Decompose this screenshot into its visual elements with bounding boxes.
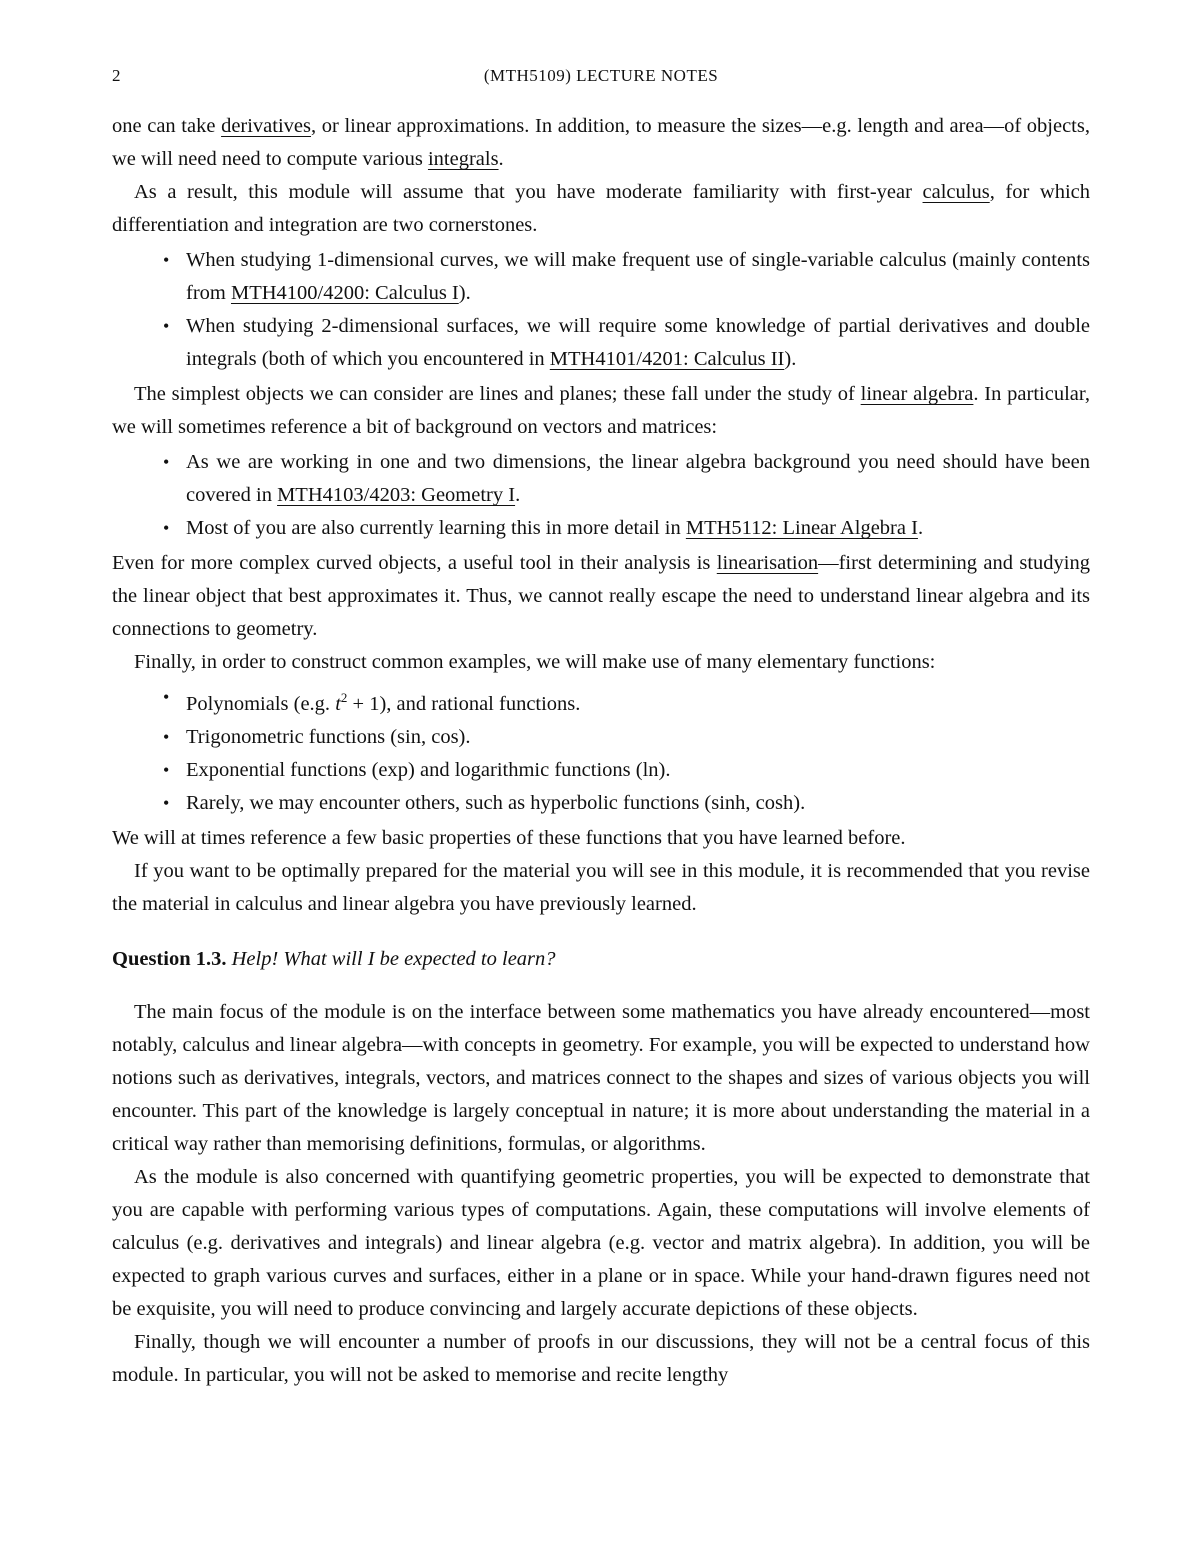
list-item: • Rarely, we may encounter others, such as hyperbolic functions (sinh, cosh).	[186, 787, 1090, 820]
page-body	[112, 110, 1090, 1392]
link-integrals[interactable]: integrals	[427, 148, 499, 170]
link-calculus-i[interactable]: MTH4100/4200: Calculus I	[230, 282, 459, 304]
math-variable: t	[335, 692, 341, 715]
list-item: • Trigonometric functions (sin, cos).	[186, 721, 1090, 754]
page-header	[112, 66, 1090, 90]
running-title: (MTH5109) LECTURE NOTES	[483, 66, 719, 85]
link-linearisation[interactable]: linearisation	[716, 552, 819, 574]
question-heading	[112, 943, 1090, 976]
paragraph: Finally, though we will encounter a number of proofs in our discussions, they will not be a central focus of this module. In particular, you will not be asked to memorise and recite lengthy	[112, 1330, 1090, 1386]
paragraph: As the module is also concerned with quantifying geometric properties, you will be expected to demonstrate that you are capable with performing various types of computations. Again, these computations will involve elements of calculus (e.g. derivatives and integrals) and linear algebra (e.g. vector and matrix algebra). In addition, you will be expected to graph various curves and surfaces, either in a plane or in space. While your hand-drawn figures need not be exquisite, you will need to produce convincing and largely accurate depictions of these objects.	[112, 1165, 1090, 1320]
paragraph: Finally, in order to construct common examples, we will make use of many elementary functions:	[134, 651, 936, 673]
link-derivatives[interactable]: derivatives	[221, 115, 312, 137]
link-calculus-ii[interactable]: MTH4101/4201: Calculus II	[549, 348, 785, 370]
paragraph: If you want to be optimally prepared for the material you will see in this module, it is recommended that you revise the material in calculus and linear algebra you have previously learned.	[112, 859, 1090, 915]
paragraph: The main focus of the module is on the interface between some mathematics you have already encountered—most notably, calculus and linear algebra—with concepts in geometry. For example, you will be expected to understand how notions such as derivatives, integrals, vectors, and matrices connect to the shapes and sizes of various objects you will encounter. This part of the knowledge is largely conceptual in nature; it is more about understanding the material in a critical way rather than memorising definitions, formulas, or algorithms.	[112, 1000, 1090, 1155]
math-exponent: 2	[340, 690, 348, 705]
page-number: 2	[112, 66, 121, 85]
link-linear-algebra[interactable]: linear algebra	[860, 383, 974, 405]
bullet-list	[112, 681, 1090, 820]
link-geometry-i[interactable]: MTH4103/4203: Geometry I	[277, 484, 516, 506]
paragraph: We will at times reference a few basic properties of these functions that you have learned before.	[112, 826, 906, 849]
list-item: • When studying 2-dimensional surfaces, we will require some knowledge of partial derivatives and double integrals (both of which you encountered in MTH4101/4201: Calculus II).	[186, 310, 1090, 376]
paragraph: Even for more complex curved objects, a useful tool in their analysis is linearisation—first determining and studying the linear object that best approximates it. Thus, we cannot really escape the need to understand linear algebra and its connections to geometry.	[112, 552, 1090, 640]
question-label: Question 1.3.	[112, 947, 227, 970]
paragraph: The simplest objects we can consider are lines and planes; these fall under the study of linear algebra. In particular, we will sometimes reference a bit of background on vectors and matrices:	[112, 383, 1091, 438]
link-linear-algebra-i[interactable]: MTH5112: Linear Algebra I	[685, 517, 918, 539]
list-item: • Exponential functions (exp) and logarithmic functions (ln).	[186, 754, 1090, 787]
list-item: • When studying 1-dimensional curves, we will make frequent use of single-variable calculus (mainly contents from MTH4100/4200: Calculus I).	[186, 244, 1090, 310]
question-text: Help! What will I be expected to learn?	[231, 947, 556, 970]
bullet-list	[112, 446, 1090, 545]
paragraph: As a result, this module will assume that you have moderate familiarity with first-year calculus, for which differentiation and integration are two cornerstones.	[112, 181, 1090, 236]
link-calculus[interactable]: calculus	[922, 181, 990, 203]
paragraph: one can take derivatives, or linear approximations. In addition, to measure the sizes—e.g. length and area—of objects, we will need need to compute various integrals.	[112, 115, 1090, 170]
bullet-list	[112, 244, 1090, 376]
list-item: • Most of you are also currently learning this in more detail in MTH5112: Linear Algebra I.	[186, 512, 1090, 545]
list-item: • As we are working in one and two dimensions, the linear algebra background you need should have been covered in MTH4103/4203: Geometry I.	[186, 446, 1090, 512]
list-item: • Polynomials (e.g. $t^2 + 1$), and rational functions.	[186, 681, 1090, 721]
